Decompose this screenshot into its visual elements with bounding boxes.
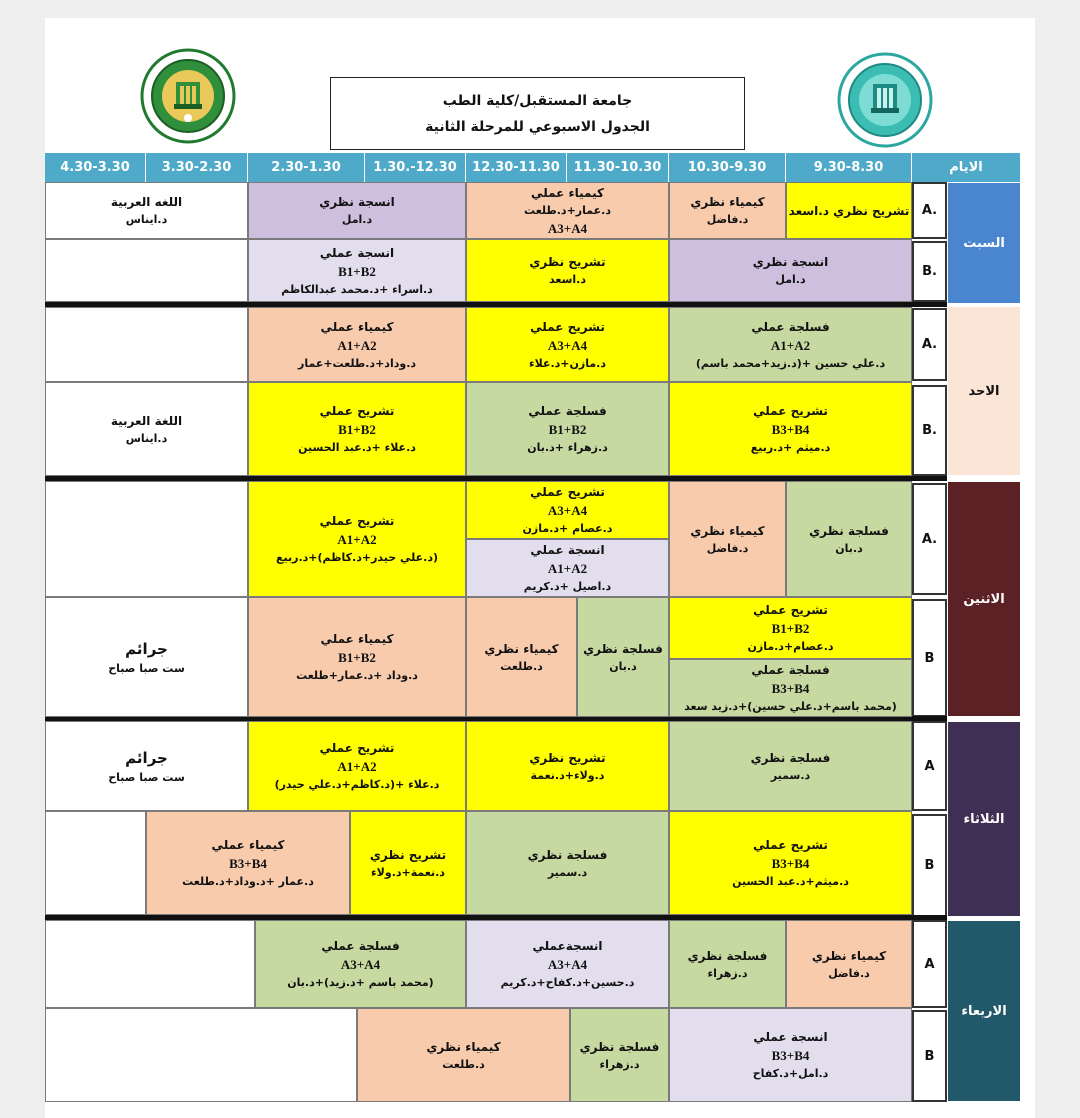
header-slot-7: 3.30-2.30 <box>146 153 248 182</box>
instructor-label: د.حسين+د.كفاح+د.كريم <box>500 976 635 989</box>
subject-label: كيمياء نظري <box>811 948 887 963</box>
class-cell <box>350 811 466 915</box>
subject-label: تشريح عملي <box>530 485 605 499</box>
instructor-label: د.امل <box>341 213 373 226</box>
class-cell <box>357 1008 570 1102</box>
subgroup-label: A3+A4 <box>340 957 381 972</box>
subgroup-label: A1+A2 <box>547 561 588 576</box>
subgroup-label: B1+B2 <box>338 650 376 665</box>
instructor-label: د.امل <box>775 273 806 286</box>
subject-label: كيمياء عملي <box>320 632 394 646</box>
class-cell <box>466 539 669 597</box>
subject-label: تشريح عملي <box>753 838 828 852</box>
class-cell <box>45 597 248 717</box>
class-cell <box>248 307 466 382</box>
class-cell <box>669 182 786 239</box>
instructor-label: د.فاضل <box>828 966 870 980</box>
instructor-label: د.فاضل <box>706 541 749 555</box>
empty-cell <box>45 1008 357 1102</box>
subgroup-label: A3+A4 <box>547 220 588 236</box>
group-sun-a: A. <box>912 308 947 381</box>
instructor-label: د.اسعد <box>549 273 586 286</box>
subject-label: فسلجة نظري <box>687 948 768 963</box>
class-cell <box>45 382 248 476</box>
instructor-label: د.سمير <box>547 865 588 879</box>
instructor-label: د.طلعت <box>442 1057 485 1071</box>
instructor-label: د.امل+د.كفاح <box>752 1067 829 1080</box>
group-wed-a: A <box>912 920 947 1008</box>
subject-label: اللغة العربية <box>110 413 183 428</box>
instructor-label: د.عمار +د.وداد+د.طلعت <box>182 875 314 888</box>
instructor-label: د.وداد +د.عمار+طلعت <box>296 669 418 682</box>
class-cell <box>466 721 669 811</box>
subject-label: انسجة عملي <box>530 543 605 557</box>
subject-label: كيمياء نظري <box>690 523 765 538</box>
instructor-label: د.زهراء +د.بان <box>527 441 608 454</box>
subgroup-label: A3+A4 <box>547 337 588 353</box>
instructor-label: د.سمير <box>770 768 811 782</box>
subject-label: انسجةعملي <box>532 939 603 953</box>
instructor-label: د.ميثم +د.ربيع <box>750 441 831 454</box>
instructor-label: د.وداد+د.طلعت+عمار <box>297 356 417 370</box>
subject-label: تشريح نظري <box>529 255 606 269</box>
subgroup-label: B3+B4 <box>229 856 267 871</box>
day-saturday: السبت <box>947 182 1021 304</box>
subgroup-label: A3+A4 <box>547 503 588 518</box>
instructor-label: د.نعمة+د.ولاء <box>371 865 445 879</box>
subgroup-label: B1+B2 <box>771 621 810 636</box>
subject-label: كيمياء نظري <box>426 1039 501 1054</box>
class-cell <box>45 182 248 239</box>
class-cell <box>466 182 669 239</box>
instructor-label: د.زهراء <box>599 1057 640 1071</box>
subject-label: كيمياء عملي <box>211 838 285 852</box>
header-slot-8: 4.30-3.30 <box>45 153 146 182</box>
class-cell <box>669 239 912 302</box>
class-cell <box>577 597 669 717</box>
instructor-label: د.عمار+د.طلعت <box>524 203 611 217</box>
subject-label: تشريح عملي <box>753 603 828 617</box>
class-cell <box>466 382 669 476</box>
subject-label: جرائم <box>125 639 168 658</box>
class-cell <box>669 659 912 717</box>
class-cell <box>669 597 912 659</box>
subject-label: فسلجة عملي <box>751 319 830 334</box>
university-college-title: جامعة المستقبل/كلية الطب <box>442 92 633 109</box>
empty-cell <box>45 811 146 915</box>
class-cell <box>786 182 912 239</box>
subgroup-label: B3+B4 <box>771 422 810 437</box>
class-cell <box>248 382 466 476</box>
empty-cell <box>45 239 248 302</box>
group-tue-b: B <box>912 814 947 917</box>
instructor-label: د.عصام+د.مازن <box>747 640 834 653</box>
subject-label: تشريح عملي <box>530 319 605 334</box>
instructor-label: د.طلعت <box>500 659 543 673</box>
class-cell <box>466 307 669 382</box>
empty-cell <box>45 307 248 382</box>
class-cell <box>669 811 912 915</box>
instructor-label: د.ايناس <box>125 431 168 445</box>
instructor-label: د.ايناس <box>125 213 168 226</box>
subject-label: كيمياء عملي <box>320 319 394 334</box>
subject-label: تشريح نظري د.اسعد <box>788 203 910 218</box>
instructor-label: د.علي حسين +(د.زيد+محمد باسم) <box>695 356 886 370</box>
class-cell <box>45 721 248 811</box>
class-cell <box>466 481 669 539</box>
class-cell <box>669 721 912 811</box>
day-sunday: الاحد <box>947 306 1021 476</box>
subgroup-label: B3+B4 <box>771 856 810 871</box>
instructor-label: د.اصيل +د.كريم <box>523 580 612 593</box>
subgroup-label: A1+A2 <box>337 532 377 547</box>
class-cell <box>786 481 912 597</box>
class-cell <box>466 920 669 1008</box>
empty-cell <box>45 920 255 1008</box>
header-slot-6: 2.30-1.30 <box>248 153 365 182</box>
subject-label: تشريح عملي <box>319 514 395 528</box>
subgroup-label: B3+B4 <box>771 681 810 696</box>
subject-label: تشريح عملي <box>319 741 395 755</box>
header-slot-2: 10.30-9.30 <box>669 153 786 182</box>
class-cell <box>255 920 466 1008</box>
class-cell <box>570 1008 669 1102</box>
subject-label: انسجة نظري <box>319 195 395 209</box>
day-wednesday: الاربعاء <box>947 920 1021 1102</box>
subject-label: كيمياء نظري <box>690 195 765 209</box>
subject-label: تشريح عملي <box>319 404 395 418</box>
class-cell <box>248 481 466 597</box>
group-mon-a: A. <box>912 483 947 595</box>
day-tuesday: الثلاثاء <box>947 721 1021 917</box>
header-days: الايام <box>912 153 1021 182</box>
group-sun-b: B. <box>912 385 947 476</box>
subgroup-label: A1+A2 <box>337 337 377 353</box>
empty-cell <box>45 481 248 597</box>
subgroup-label: B3+B4 <box>771 1048 810 1063</box>
subject-label: فسلجة عملي <box>528 404 607 418</box>
subject-label: فسلجة نظري <box>579 1039 660 1054</box>
subject-label: انسجة عملي <box>319 245 395 260</box>
subject-label: فسلجة نظري <box>583 641 663 656</box>
class-cell <box>466 811 669 915</box>
subgroup-label: B1+B2 <box>548 422 587 437</box>
subject-label: تشريح نظري <box>369 847 447 862</box>
subgroup-label: B1+B2 <box>338 263 376 279</box>
group-wed-b: B <box>912 1010 947 1102</box>
subject-label: فسلجة عملي <box>321 939 400 953</box>
class-cell <box>466 597 577 717</box>
instructor-label: د.ولاء+د.نعمة <box>530 768 605 782</box>
schedule-subtitle: الجدول الاسبوعي للمرحلة الثانية <box>425 118 650 135</box>
class-cell <box>669 1008 912 1102</box>
class-cell <box>669 382 912 476</box>
instructor-label: د.علاء +(د.كاظم+د.علي حيدر) <box>274 778 440 791</box>
instructor-label: د.فاضل <box>706 213 749 226</box>
college-of-medicine-seal-icon <box>837 52 933 148</box>
subgroup-label: A1+A2 <box>770 337 811 353</box>
header-slot-3: 11.30-10.30 <box>567 153 669 182</box>
subject-label: تشريح عملي <box>753 404 828 418</box>
class-cell <box>248 721 466 811</box>
group-sat-a: A. <box>912 182 947 239</box>
instructor-label: د.بان <box>835 541 863 555</box>
subject-label: انسجة عملي <box>753 1030 828 1044</box>
subject-label: فسلجة نظري <box>750 750 831 765</box>
subject-label: فسلجة عملي <box>751 663 830 677</box>
instructor-label: د.اسراء +د.محمد عبدالكاظم <box>281 282 433 296</box>
subject-label: انسجة نظري <box>752 255 829 269</box>
subject-label: اللغه العربية <box>110 195 183 209</box>
class-cell <box>248 182 466 239</box>
subject-label: فسلجة نظري <box>527 847 608 862</box>
class-cell <box>669 307 912 382</box>
university-seal-icon <box>140 48 236 144</box>
class-cell <box>248 239 466 302</box>
class-cell <box>669 920 786 1008</box>
subgroup-label: B1+B2 <box>338 422 376 437</box>
instructor-label: د.زهراء <box>707 966 748 980</box>
subgroup-label: A1+A2 <box>337 759 377 774</box>
subject-label: جرائم <box>125 748 168 767</box>
instructor-label: د.عصام +د.مازن <box>522 522 613 535</box>
class-cell <box>669 481 786 597</box>
subgroup-label: A3+A4 <box>547 957 588 972</box>
header-slot-1: 9.30-8.30 <box>786 153 912 182</box>
subject-label: كيمياء عملي <box>531 185 604 200</box>
group-mon-b: B <box>912 599 947 717</box>
group-tue-a: A <box>912 721 947 811</box>
header-slot-5: 1.30.-12.30 <box>365 153 466 182</box>
header-slot-4: 12.30-11.30 <box>466 153 567 182</box>
instructor-label: د.مازن+د.علاء <box>528 356 607 370</box>
class-cell <box>248 597 466 717</box>
class-cell <box>146 811 350 915</box>
instructor-label: د.علاء +د.عبد الحسين <box>298 441 416 454</box>
subject-label: فسلجة نظري <box>809 523 889 538</box>
group-sat-b: B. <box>912 241 947 302</box>
instructor-label: ست صبا صباح <box>108 770 185 784</box>
subject-label: تشريح نظري <box>529 750 606 765</box>
day-monday: الاثنين <box>947 481 1021 717</box>
subject-label: كيمياء نظري <box>484 641 559 656</box>
instructor-label: ست صبا صباح <box>108 661 185 675</box>
instructor-label: (محمد باسم +د.زيد)+د.بان <box>287 976 434 989</box>
instructor-label: د.بان <box>609 659 637 673</box>
class-cell <box>466 239 669 302</box>
instructor-label: (د.علي حيدر+د.كاظم)+د.ربيع <box>276 551 439 564</box>
instructor-label: (محمد باسم+د.علي حسين)+د.زيد سعد <box>684 700 897 713</box>
schedule-title-box <box>330 77 745 150</box>
class-cell <box>786 920 912 1008</box>
instructor-label: د.ميثم+د.عبد الحسين <box>732 875 849 888</box>
